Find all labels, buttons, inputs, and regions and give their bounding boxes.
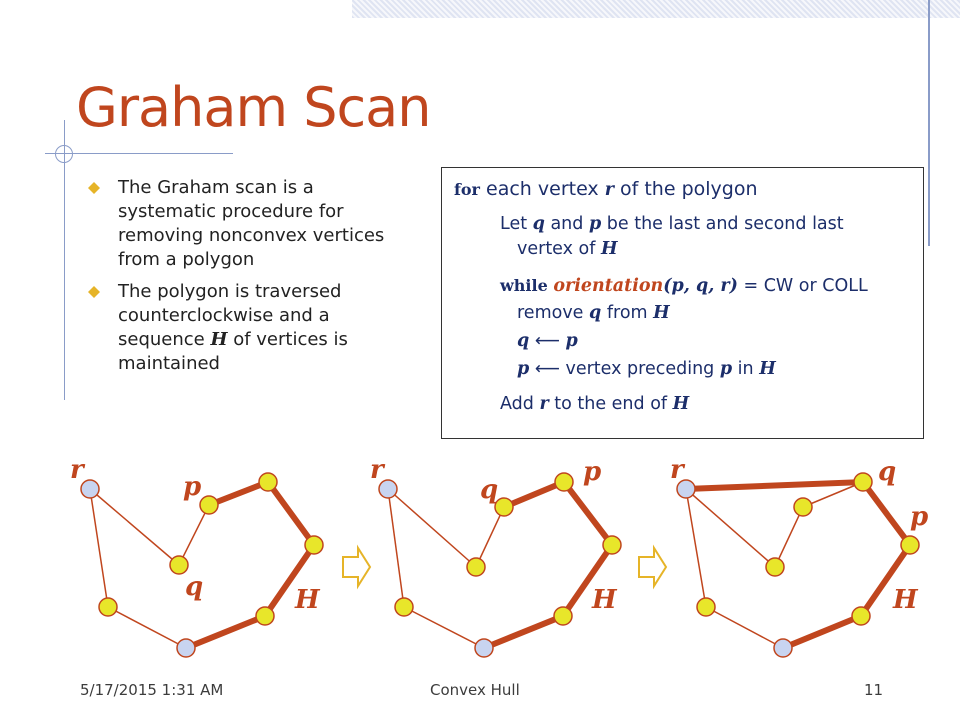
label-p: p: [910, 502, 929, 532]
label-p: p: [583, 457, 602, 487]
algo-text: in: [732, 359, 760, 379]
algo-var: H: [672, 394, 690, 414]
label-p: p: [183, 472, 202, 502]
deco-vertical-line: [928, 0, 930, 246]
label-r: r: [70, 455, 84, 485]
deco-ring: [55, 145, 73, 163]
bullet-diamond-icon: [88, 286, 100, 298]
graham-scan-diagrams: [0, 440, 960, 680]
algo-var: p: [565, 331, 578, 351]
algo-line-let: [500, 214, 844, 234]
assign-arrow: ⟵: [529, 359, 566, 379]
label-H: H: [893, 585, 918, 615]
footer-title: Convex Hull: [430, 681, 520, 699]
algo-var: q: [589, 303, 602, 323]
algo-line-add: [500, 394, 689, 414]
algo-text: of the polygon: [613, 178, 758, 200]
footer-page-number: 11: [864, 681, 884, 699]
algo-var: p: [517, 359, 530, 379]
algo-var: q: [532, 214, 545, 234]
label-H: H: [592, 585, 617, 615]
label-r: r: [670, 455, 684, 485]
algo-text: each vertex: [479, 178, 605, 200]
diagram-step-2: [370, 455, 621, 657]
algo-text: be the last and second last: [601, 214, 844, 234]
slide-title: Graham Scan: [76, 76, 431, 139]
algo-text: remove: [517, 303, 590, 323]
algo-line-assign-p: [517, 359, 776, 379]
algo-eq: =: [737, 276, 764, 296]
algo-args: (p, q, r): [663, 276, 738, 296]
label-q: q: [480, 475, 499, 505]
bullet-text-after: of vertices is maintained: [118, 329, 348, 374]
assign-arrow: ⟵: [529, 331, 566, 351]
algo-text: and: [544, 214, 589, 234]
algo-text: vertex preceding: [565, 359, 720, 379]
algo-var: r: [604, 180, 614, 200]
bullet-text: The Graham scan is a systematic procedure for removing nonconvex vertices from a polygon: [118, 177, 385, 270]
bullet-var: H: [210, 329, 228, 350]
algo-var: q: [517, 331, 530, 351]
bullet-item: [88, 176, 408, 272]
deco-horizontal-line: [45, 153, 233, 154]
algo-text: to the end of: [548, 394, 673, 414]
algo-var: p: [719, 359, 733, 379]
keyword-for: for: [454, 180, 480, 199]
next-arrow-icon: [639, 548, 666, 586]
orientation-function: orientation: [553, 276, 664, 296]
bullet-list: [88, 176, 408, 384]
algo-line-assign-q: [517, 331, 578, 351]
algo-line-vertex: [517, 239, 618, 259]
algorithm-box: [441, 167, 924, 439]
algo-line-while: [500, 276, 868, 296]
algo-line-remove: [517, 303, 670, 323]
top-decoration: [352, 0, 960, 18]
algo-var: H: [759, 359, 776, 379]
algo-condition: CW or COLL: [763, 276, 868, 296]
algo-line-for: [454, 178, 758, 200]
keyword-while: while: [500, 276, 548, 295]
bullet-diamond-icon: [88, 182, 100, 194]
algo-text: Add: [500, 394, 540, 414]
algo-text: from: [601, 303, 654, 323]
label-r: r: [370, 455, 384, 485]
label-q: q: [185, 572, 204, 602]
label-q: q: [878, 457, 897, 487]
algo-var: H: [653, 303, 670, 323]
bullet-text: The polygon is traversed counterclockwise and a sequence: [118, 281, 342, 350]
diagram-step-3: [670, 455, 928, 657]
label-H: H: [295, 585, 320, 615]
next-arrow-icon: [343, 548, 370, 586]
diagram-step-1: [70, 455, 323, 657]
algo-var: r: [539, 394, 549, 414]
bullet-item: [88, 280, 408, 376]
algo-text: vertex of: [517, 239, 601, 259]
algo-var: H: [601, 239, 618, 259]
algo-text: Let: [500, 214, 533, 234]
footer-date: 5/17/2015 1:31 AM: [80, 681, 224, 699]
algo-var: p: [588, 214, 602, 234]
